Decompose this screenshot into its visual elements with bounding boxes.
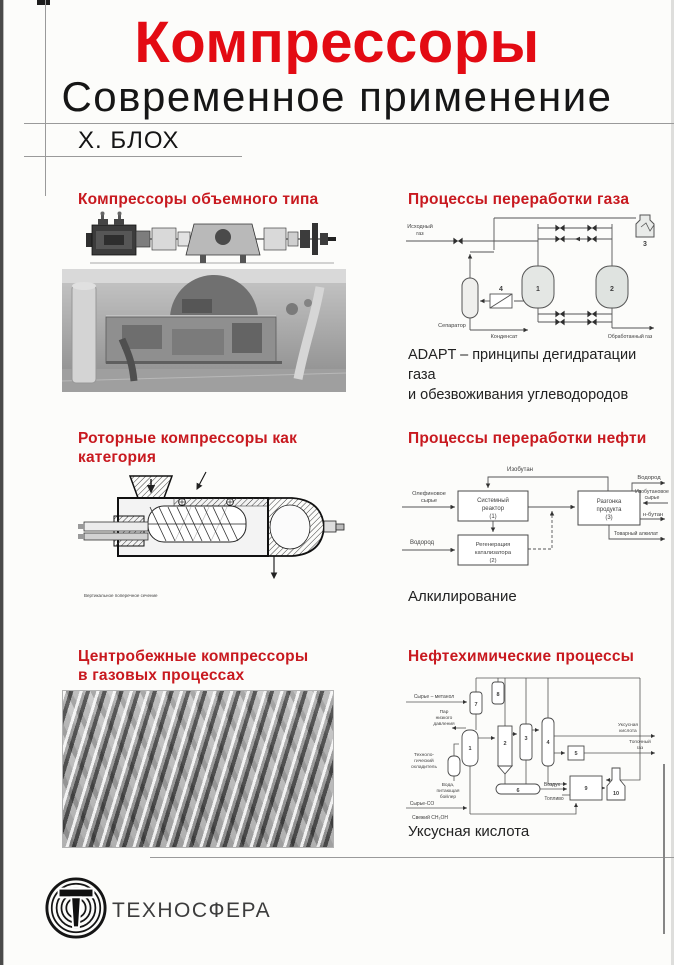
label-fresh-methanol: Свежий CH₃OH [412, 815, 449, 820]
vertical-tank [72, 282, 96, 383]
section-heading-gas-processing: Процессы переработки газа [408, 191, 630, 208]
label-alkylate: Товарный алкилат [613, 531, 659, 537]
layout-rule-under-subtitle [24, 123, 674, 124]
unit-2: 2 [610, 286, 614, 293]
equipment [448, 682, 625, 800]
label-separator: Сепаратор [438, 323, 466, 329]
svg-text:катализатора: катализатора [474, 550, 512, 556]
screw-rotor [148, 506, 246, 542]
drawing-note: Вертикальное поперечное сечение [84, 593, 158, 598]
unit-7: 7 [474, 702, 478, 708]
label-acetic-out: Уксусная [617, 723, 639, 728]
unit-2: 2 [503, 741, 507, 747]
layout-rule-under-author [24, 156, 242, 157]
label-air: Воздух [543, 782, 561, 788]
svg-text:бойлер: бойлер [439, 795, 457, 800]
book-title: Компрессоры [134, 10, 540, 75]
label-fuel: Топливо [544, 796, 564, 802]
author-name: Х. БЛОХ [78, 127, 180, 154]
label-boiler-water: Вода, [441, 783, 455, 788]
unit-4: 4 [546, 740, 550, 746]
unit-3: 3 [643, 241, 647, 248]
reciprocating-compressor-drawing [84, 211, 340, 269]
heat-exchanger [490, 294, 512, 308]
separator-vessel [462, 278, 478, 318]
label-feed-gas: Исходный [407, 224, 433, 230]
stub-shaft [324, 521, 344, 532]
label-isobutane-feed: Изобутановое [635, 489, 669, 495]
section-heading-oil-refining: Процессы переработки нефти [408, 430, 647, 447]
label-co-feed: Сырье-CO [409, 801, 435, 807]
regeneration-heater [636, 215, 654, 237]
svg-text:охладитель: охладитель [411, 765, 437, 770]
svg-text:давления: давления [433, 722, 455, 727]
box-distillation: Разгонка [596, 499, 622, 505]
svg-text:продукта: продукта [596, 507, 622, 513]
box-regeneration: Регенерация [475, 542, 511, 548]
logo-letter-t [59, 889, 94, 928]
alkylation-diagram [400, 455, 672, 580]
label-olefin-feed: Олефиновое [412, 491, 446, 497]
svg-text:газ: газ [416, 231, 424, 237]
acetic-acid-diagram [404, 668, 666, 820]
label-n-butane: н-бутан [642, 512, 664, 518]
section-heading-centrifugal: Центробежные компрессоры в газовых процессах [78, 648, 309, 684]
cylinder-train [136, 224, 298, 263]
svg-text:гический: гический [414, 759, 434, 764]
svg-text:реактор: реактор [481, 506, 505, 512]
book-subtitle: Современное применение [61, 73, 613, 120]
unit-9: 9 [584, 786, 588, 792]
svg-text:газ: газ [636, 746, 644, 751]
unit-3: 3 [524, 736, 528, 742]
publisher-name: ТЕХНОСФЕРА [112, 899, 272, 922]
label-hydrogen-out: Водород [637, 475, 661, 481]
layout-rule-footer [150, 857, 674, 858]
section-heading-positive-displacement: Компрессоры объемного типа [78, 191, 319, 208]
unit-4: 4 [499, 286, 503, 293]
crop-mark-top [37, 0, 50, 5]
caption-acetic-acid: Уксусная кислота [408, 823, 530, 840]
turbine-blades-photo [62, 690, 334, 848]
label-isobutane: Изобутан [507, 467, 533, 473]
drive-end [300, 223, 336, 255]
svg-text:низкого: низкого [435, 716, 453, 721]
box-reactor: Системный [477, 498, 509, 504]
unit-1: 1 [468, 746, 472, 752]
label-methanol-feed: Сырье – метанол [413, 694, 455, 700]
unit-8: 8 [496, 692, 500, 698]
svg-text:(3): (3) [605, 515, 613, 521]
svg-text:(1): (1) [489, 514, 497, 520]
scan-edge-left-light [3, 0, 4, 965]
section-heading-rotary: Роторные компрессоры как категория [78, 430, 298, 466]
screw-compressor-drawing [78, 470, 346, 602]
caption-alkylation: Алкилирование [408, 588, 517, 605]
crank-end-block [86, 212, 136, 256]
svg-text:сырье: сырье [421, 498, 437, 504]
unit-6: 6 [516, 788, 520, 794]
label-process-cooler: Техноло- [414, 753, 434, 758]
svg-text:сырье: сырье [644, 495, 660, 501]
label-lp-steam: Пар [439, 710, 449, 715]
drive-shaft [78, 516, 148, 546]
unit-10: 10 [612, 791, 620, 797]
compressor-plant-photo [62, 269, 346, 392]
unit-5: 5 [574, 751, 578, 757]
gas-dehydration-diagram [404, 210, 662, 342]
technosphere-logo [44, 876, 108, 940]
svg-text:питающая: питающая [436, 789, 460, 794]
label-condensate: Конденсат [490, 334, 518, 340]
label-treated-gas: Обработанный газ [607, 334, 653, 340]
section-heading-petrochemical: Нефтехимические процессы [408, 648, 635, 665]
unit-1: 1 [536, 286, 540, 293]
caption-adapt: ADAPT – принципы дегидратации газа и обезвоживания углеводородов [408, 347, 637, 403]
label-hydrogen-in: Водород [409, 540, 435, 546]
label-flue-gas: Топочный [629, 740, 651, 745]
svg-text:кислота: кислота [619, 729, 637, 734]
svg-text:(2): (2) [489, 558, 497, 564]
